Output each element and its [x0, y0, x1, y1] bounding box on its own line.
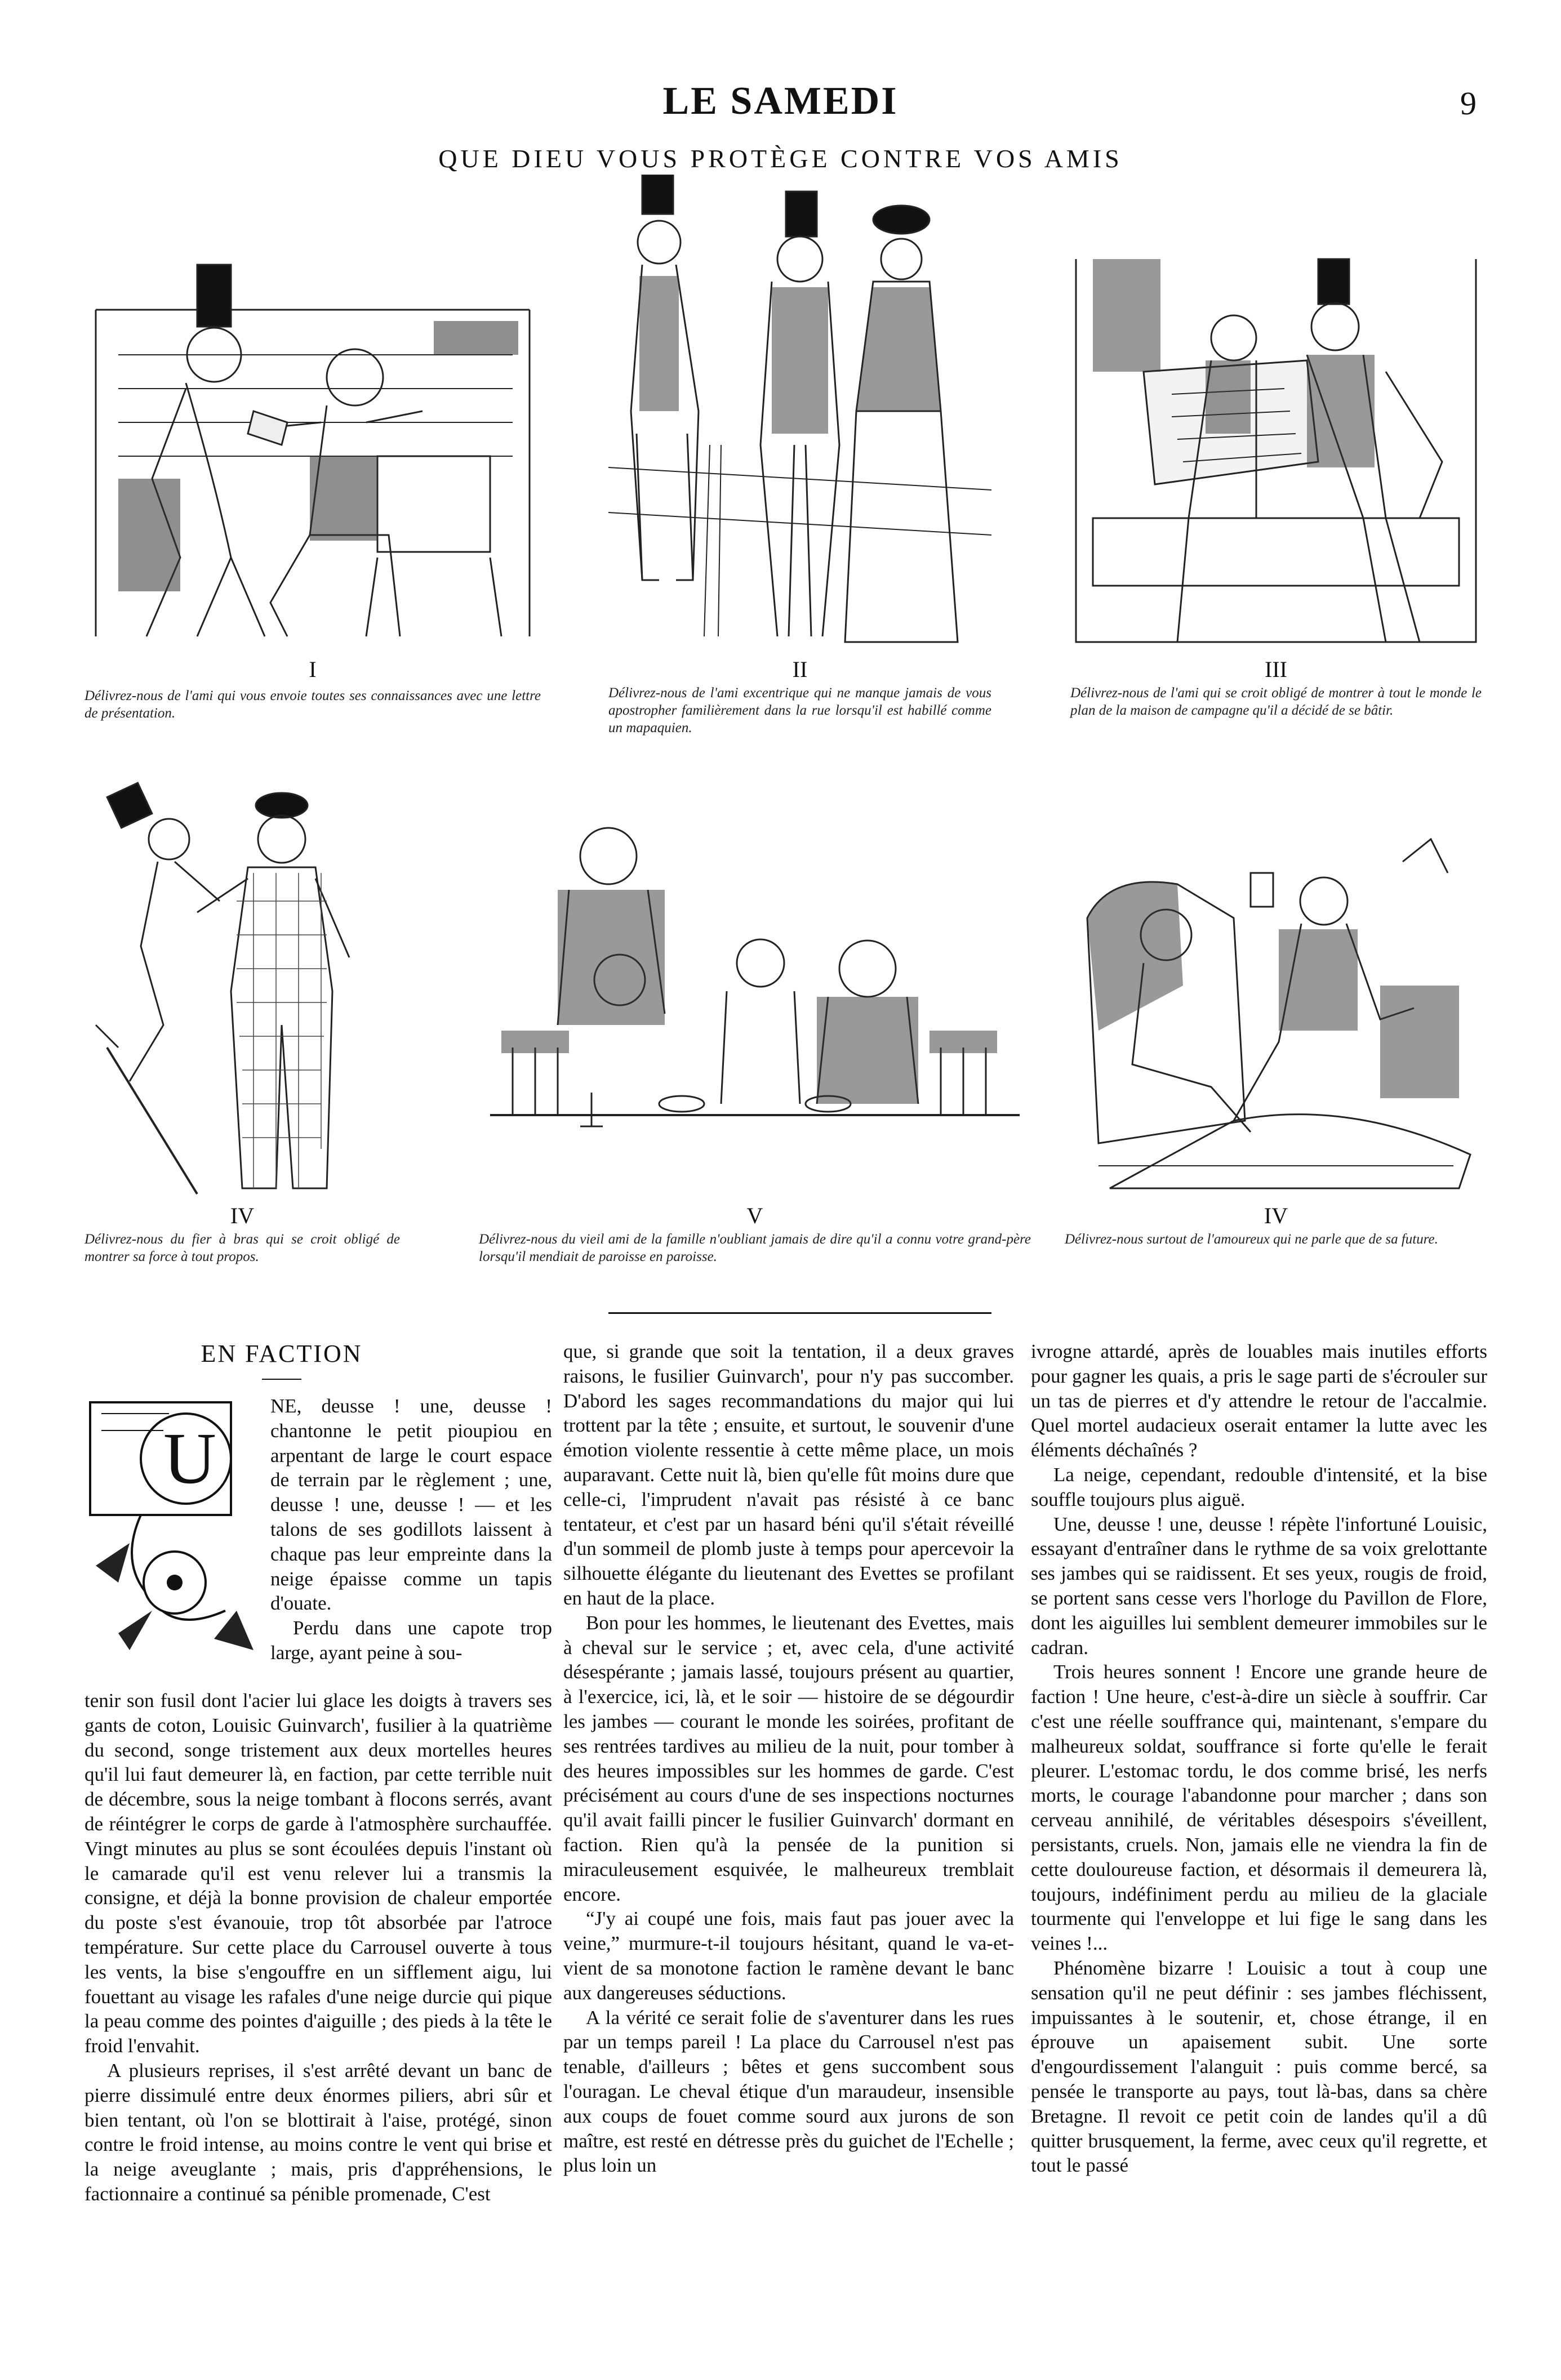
- masthead: [0, 79, 1561, 130]
- paragraph: Perdu dans une capote trop large, ayant peine à sou-: [270, 1617, 552, 1664]
- paragraph: La neige, cependant, redouble d'intensité, et la bise souffle toujours plus aiguë.: [1031, 1463, 1487, 1510]
- paragraph: A la vérité ce serait folie de s'aventurer dans les rues par un temps pareil ! La place du Carrousel n'est pas tenable, d'ailleurs ; bêtes et gens succombent sous l'ouragan. Le cheval étique d'un maraudeur, insensible aux coups de fouet comme sourd aux jurons de son maître, est resté en détresse près du guichet de l'Echelle ; plus loin un: [563, 2006, 1014, 2177]
- paragraph: Trois heures sonnent ! Encore une grande heure de faction ! Une heure, c'est-à-dire un siècle à souffrir. Car c'est une réelle souffrance qui, maintenant, s'empare du malheureux soldat, souffrance si forte qu'elle le ferait pleurer. L'estomac tordu, le dos comme brisé, les nerfs morts, le courage l'abandonne pour marcher ; dans son cerveau annihilé, de véritables désespoirs s'éveillent, persistants, cruels. Non, jamais elle ne viendra la fin de cette douloureuse faction, et désormais il demeurera là, toujours, indéfiniment perdu au milieu de la glaciale tourmente qui l'enveloppe et lui fige le sang dans les veines !...: [1031, 1661, 1487, 1955]
- illustration-panel-1: [85, 242, 541, 749]
- illustration-panel-6: [1065, 805, 1487, 1295]
- article-column-3: [1031, 1339, 1487, 2178]
- drop-cap-ornament: [85, 1397, 270, 1661]
- newspaper-title: LE SAMEDI: [662, 79, 899, 123]
- illustration-panel-2: [608, 175, 991, 749]
- paragraph: Bon pour les hommes, le lieutenant des Evettes, mais à cheval sur le service ; et, avec cela, d'une activité désespérante ; jamais lassé, toujours présent au quartier, à l'exercice, ici, là, et le soir — histoire de se dégourdir les jambes — courant le monde les soirées, profitant de ses rentrées tardives au milieu de la nuit, pour tomber à des heures impossibles sur les hommes de garde. C'est précisément au cours d'une de ses inspections nocturnes qu'il avait failli pincer le fusilier Guinvarch' dormant en faction. Rien qu'à la pensée de la punition si miraculeusement esquivée, le malheureux tremblait encore.: [563, 1611, 1014, 1905]
- panel-numeral: IV: [1264, 1203, 1288, 1228]
- armchair-lovers-engraving: [1065, 805, 1487, 1200]
- article-column-2: [563, 1339, 1014, 2178]
- panel-caption: Délivrez-nous de l'ami qui se croit obligé de montrer à tout le monde le plan de la maison de campagne qu'il a décidé de se bâtir.: [1070, 685, 1482, 718]
- paragraph: Une, deusse ! une, deusse ! répète l'infortuné Louisic, essayant d'entraîner dans le rythme de sa voix grelottante ses jambes qui se raidissent. Et ses yeux, rougis de froid, se portent sans cesse vers l'horloge du Pavillon de Flore, dont les aiguilles lui semblent demeurer immobiles sur le cadran.: [1031, 1513, 1487, 1659]
- illustration-panel-4: [85, 755, 400, 1295]
- strongman-engraving: [85, 755, 400, 1200]
- engraving-image: [85, 755, 400, 1200]
- engraving-image: [85, 242, 541, 653]
- engraving-image: [608, 175, 991, 653]
- engraving-image: [1070, 225, 1482, 653]
- paragraph: NE, deusse ! une, deusse ! chantonne le petit pioupiou en arpentant de large le court espace de terrain par le règlement ; une, deusse ! une, deusse ! — et les talons de ses godillots laissent à chaque pas leur empreinte dans la neige épaisse comme un tapis d'ouate.: [270, 1395, 552, 1615]
- paragraph: que, si grande que soit la tentation, il a deux graves raisons, le fusilier Guinvarch', pour n'y pas succomber. D'abord les sages recommandations du major qui lui trottent par la tête ; ensuite, et surtout, le souvenir d'une émotion violente ressentie à cette même place, un mois auparavant. Cette nuit là, bien qu'elle fût moins dure que celle-ci, l'imprudent n'avait pas résisté à ce banc tentateur, et c'est par un hasard béni qu'il s'était réveillé d'un sommeil de plomb juste à temps pour apercevoir la silhouette élégante du lieutenant des Evettes se profilant en haut de la place.: [563, 1340, 1014, 1609]
- section-divider: [608, 1312, 991, 1314]
- panel-caption: Délivrez-nous du vieil ami de la famille n'oubliant jamais de dire qu'il a connu votre grand-père lorsqu'il mendiait de paroisse en paroisse.: [479, 1232, 1031, 1264]
- panel-numeral: I: [309, 657, 317, 682]
- paragraph: Phénomène bizarre ! Louisic a tout à coup une sensation qu'il ne peut définir : ses jambes fléchissent, impuissantes à le soutenir, et, chose étrange, il en éprouve un apaisement subit. Une sorte d'engourdissement l'alanguit : puis comme bercé, sa pensée le transporte au pays, tout là-bas, dans sa chère Bretagne. Il revoit ce petit coin de landes qu'il a dû quitter brusquement, la ferme, avec ceux qu'il regrette, et tout le passé: [1031, 1956, 1487, 2177]
- page-number: 9: [1460, 85, 1476, 122]
- panel-caption: Délivrez-nous de l'ami qui vous envoie toutes ses connaissances avec une lettre de présentation.: [85, 688, 541, 721]
- title-underline: [262, 1379, 301, 1380]
- paragraph: A plusieurs reprises, il s'est arrêté devant un banc de pierre dissimulé entre deux énormes piliers, abri sûr et bien tentant, où l'on se blottirait à l'aise, protégé, sinon contre le froid intense, au moins contre le vent qui brise et la neige aveuglante ; mais, pris d'appréhensions, le factionnaire a continué sa pénible promenade, C'est: [85, 2059, 552, 2205]
- feature-title: QUE DIEU VOUS PROTÈGE CONTRE VOS AMIS: [438, 144, 1123, 173]
- street-promenade-engraving: [608, 175, 991, 653]
- drop-cap-letter: U: [163, 1418, 216, 1499]
- panel-numeral: II: [792, 657, 808, 682]
- paragraph: “J'y ai coupé une fois, mais faut pas jouer avec la veine,” murmure-t-il toujours hésitant, quand le va-et-vient de sa monotone faction le ramène devant le banc aux dangereuses séductions.: [563, 1907, 1014, 2004]
- illustration-panel-3: [1070, 225, 1482, 749]
- paragraph: tenir son fusil dont l'acier lui glace les doigts à travers ses gants de coton, Louisic Guinvarch', fusilier à la quatrième du second, songe tristement aux deux mortelles heures qu'il lui faut demeurer là, en faction, par cette terrible nuit de décembre, sous la neige tombant à flocons serrés, avant de réintégrer le corps de garde à l'atmosphère surchauffée. Vingt minutes au plus se sont écoulées depuis l'instant où le camarade qu'il est venu relever lui a transmis la consigne, et déjà la bonne provision de chaleur emportée du poste s'est évanouie, trop tôt absorbée par l'atroce température. Sur cette place du Carrousel ouverte à tous les vents, la bise s'engouffre en un sifflement aigu, lui fouettant au visage les rafales d'une neige durcie qui pique la peau comme des pointes d'aiguille ; des pieds à la tête le froid l'envahit.: [85, 1690, 552, 2057]
- paragraph: ivrogne attardé, après de louables mais inutiles efforts pour gagner les quais, a pris le sage parti de s'écrouler sur un tas de pierres et d'y attendre le retour de l'accalmie. Quel mortel audacieux oserait entamer la lutte avec les éléments déchaînés ?: [1031, 1340, 1487, 1461]
- engraving-image: [1065, 805, 1487, 1200]
- panel-numeral: IV: [230, 1203, 255, 1228]
- article-title: EN FACTION: [201, 1340, 363, 1367]
- panel-numeral: III: [1265, 657, 1287, 682]
- article-column-1-top: [270, 1394, 552, 1665]
- family-dinner-engraving: [479, 811, 1031, 1183]
- illustration-panel-5: [479, 811, 1031, 1295]
- seated-gentlemen-engraving: [85, 242, 541, 653]
- engraving-image: [479, 811, 1031, 1183]
- house-plan-engraving: [1070, 225, 1482, 653]
- panel-numeral: V: [746, 1203, 763, 1228]
- panel-caption: Délivrez-nous du fier à bras qui se croit obligé de montrer sa force à tout propos.: [85, 1232, 400, 1264]
- panel-caption: Délivrez-nous de l'ami excentrique qui ne manque jamais de vous apostropher familièrement dans la rue lorsqu'il est habillé comme un mapaquien.: [608, 685, 991, 736]
- panel-caption: Délivrez-nous surtout de l'amoureux qui ne parle que de sa future.: [1065, 1232, 1438, 1247]
- article-column-1-bottom: [85, 1688, 552, 2207]
